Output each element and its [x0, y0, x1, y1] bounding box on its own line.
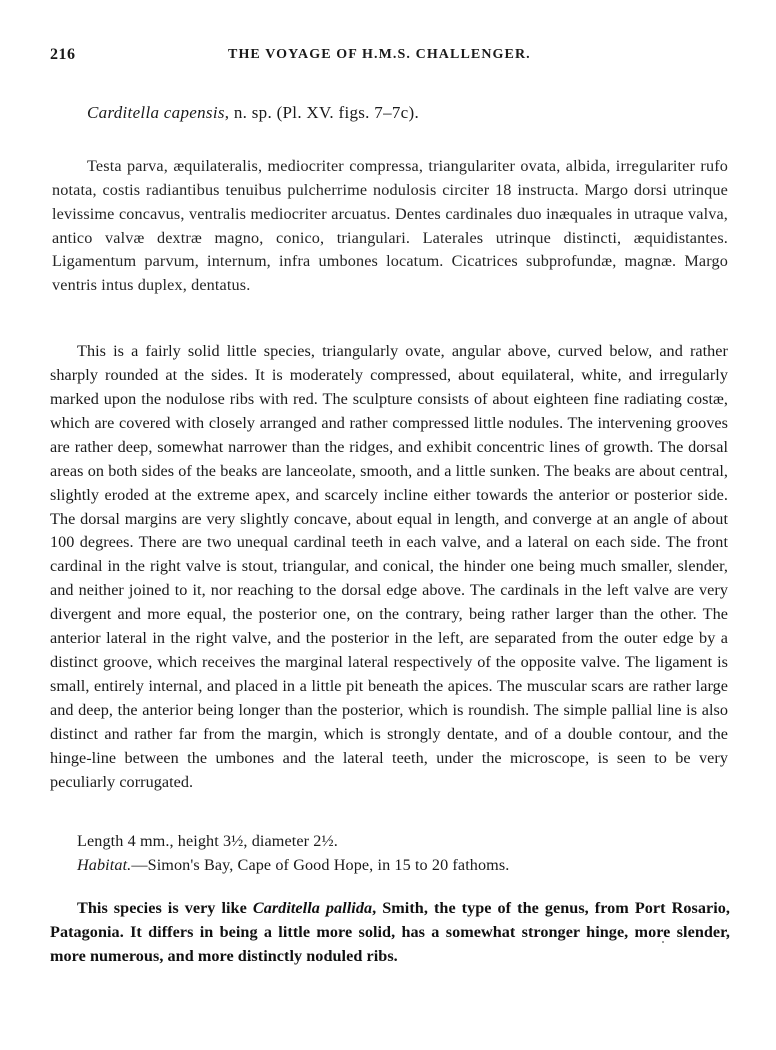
comparison-after: , Smith, the type of the genus, from Port Rosario, Patagonia. It differs in being a little more solid, has a somewhat stronger hinge, more slender, more numerous, and more distinctly noduled ribs. [50, 899, 730, 966]
species-heading [87, 103, 419, 123]
latin-description: Testa parva, æquilateralis, mediocriter compressa, triangulariter ovata, albida, irregulariter rufo notata, costis radiantibus tenuibus pulcherrime nodulosis circiter 18 instructa. Margo dorsi utrinque levissime concavus, ventralis mediocriter arcuatus. Dentes cardinales duo inæquales in utraque valva, antico valvæ dextræ magno, conico, triangulari. Laterales utrinque distincti, æquidistantes. Ligamentum parvum, internum, infra umbones locatum. Cicatrices subprofundæ, magnæ. Margo ventris intus duplex, dentatus. [52, 157, 728, 295]
running-title: THE VOYAGE OF H.M.S. CHALLENGER. [228, 47, 531, 62]
comparison-paragraph [50, 896, 730, 968]
comparison-species: Carditella pallida [252, 899, 373, 918]
species-name: Carditella capensis [87, 103, 225, 122]
dimensions: Length 4 mm., height 3½, diameter 2½. [77, 832, 338, 850]
page-header [50, 46, 730, 68]
comparison-before: This species is very like [77, 899, 253, 918]
habitat-text: —Simon's Bay, Cape of Good Hope, in 15 to 20 fathoms. [131, 856, 510, 874]
english-description: This is a fairly solid little species, triangularly ovate, angular above, curved below, and rather sharply rounded at the sides. It is moderately compressed, about equilateral, white, and irregularly marked upon the nodulose ribs with red. The sculpture consists of about eighteen fine radiating costæ, which are covered with closely arranged and rather compressed little nodules. The intervening grooves are rather deep, somewhat narrower than the ridges, and exhibit concentric lines of growth. The dorsal areas on both sides of the beaks are lanceolate, smooth, and a little sunken. The beaks are about central, slightly eroded at the extreme apex, and scarcely incline either towards the anterior or posterior side. The dorsal margins are very slightly concave, about equal in length, and converge at an angle of about 100 degrees. There are two unequal cardinal teeth in each valve, and a lateral on each side. The front cardinal in the right valve is stout, triangular, and conical, the hinder one being much smaller, slender, and neither joined to it, nor reaching to the dorsal edge above. The cardinals in the left valve are very divergent and more equal, the posterior one, on the contrary, being rather larger than the other. The anterior lateral in the right valve, and the posterior in the left, are separated from the outer edge by a distinct groove, which receives the marginal lateral respectively of the opposite valve. The ligament is small, entirely internal, and placed in a little pit beneath the apices. The muscular scars are rather large and deep, the anterior being longer than the posterior, which is roundish. The simple pallial line is also distinct and rather far from the margin, which is strongly dentate, and of a double contour, and the hinge-line between the umbones and the lateral teeth, under the microscope, is seen to be very peculiarly corrugated. [50, 342, 728, 791]
ink-speck [662, 941, 664, 943]
habitat [77, 856, 509, 875]
habitat-label: Habitat. [77, 856, 132, 874]
species-heading-rest: , n. sp. (Pl. XV. figs. 7–7c). [224, 103, 420, 122]
page-number: 216 [50, 46, 76, 63]
